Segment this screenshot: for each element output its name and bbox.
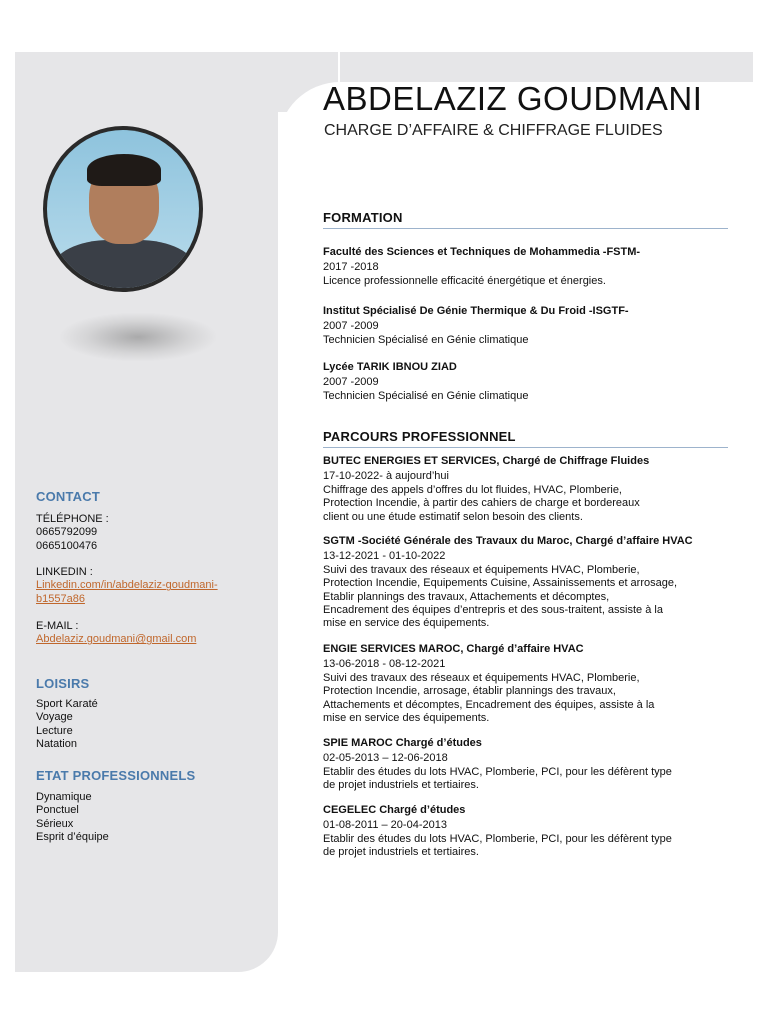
email-link[interactable]: Abdelaziz.goudmani@gmail.com — [36, 633, 197, 646]
job-dates: 13-06-2018 - 08-12-2021 — [323, 658, 446, 671]
list-item: Sport Karaté — [36, 698, 98, 710]
job-title: BUTEC ENERGIES ET SERVICES, Chargé de Chiffrage Fluides — [323, 455, 650, 467]
job-title: CEGELEC Chargé d’études — [323, 804, 466, 816]
job-line: Protection Incendie, arrosage, établir plannings des travaux, — [323, 685, 616, 698]
job-line: mise en service des équipements. — [323, 617, 490, 630]
contact-phone-block — [36, 513, 266, 553]
loisirs-list — [36, 698, 266, 752]
candidate-title: CHARGE D’AFFAIRE & CHIFFRAGE FLUIDES — [324, 122, 663, 139]
job-line: mise en service des équipements. — [323, 712, 490, 725]
job-entry — [323, 455, 733, 524]
phone-label: TÉLÉPHONE : — [36, 513, 109, 525]
phone-number-2: 0665100476 — [36, 539, 98, 552]
parcours-heading: PARCOURS PROFESSIONNEL — [323, 429, 728, 448]
job-line: Chiffrage des appels d’offres du lot fluides, HVAC, Plomberie, — [323, 483, 622, 496]
job-title: SPIE MAROC Chargé d’études — [323, 737, 482, 749]
formation-entry — [323, 305, 733, 347]
etat-list — [36, 791, 266, 845]
photo-shadow — [58, 312, 218, 362]
list-item: Esprit d’équipe — [36, 831, 109, 844]
job-line: Protection Incendie, à partir des cahiers de charge et bordereaux — [323, 497, 640, 510]
formation-heading: FORMATION — [323, 210, 728, 229]
job-line: client ou une étude estimatif selon besoin des clients. — [323, 510, 583, 523]
job-dates: 01-08-2011 – 20-04-2013 — [323, 819, 447, 832]
formation-school: Faculté des Sciences et Techniques de Mohammedia -FSTM- — [323, 246, 641, 258]
job-line: Protection Incendie, Equipements Cuisine, Assainissements et arrosage, — [323, 577, 678, 590]
etat-heading: ETAT PROFESSIONNELS — [36, 768, 196, 783]
formation-dates: 2007 -2009 — [323, 376, 379, 389]
formation-desc: Technicien Spécialisé en Génie climatique — [323, 389, 529, 402]
job-dates: 17-10-2022- à aujourd’hui — [323, 470, 449, 483]
job-line: Suivi des travaux des réseaux et équipements HVAC, Plomberie, — [323, 671, 640, 684]
job-line: Etablir des études du lots HVAC, Plomberie, PCI, pour les défèrent type — [323, 765, 672, 778]
linkedin-link-line-2[interactable]: b1557a86 — [36, 592, 85, 605]
formation-entry — [323, 361, 733, 403]
formation-desc: Licence professionnelle efficacité énergétique et énergies. — [323, 274, 606, 287]
job-entry — [323, 737, 733, 793]
job-title: SGTM -Société Générale des Travaux du Maroc, Chargé d’affaire HVAC — [323, 535, 693, 547]
loisirs-heading: LOISIRS — [36, 676, 90, 691]
job-title: ENGIE SERVICES MAROC, Chargé d’affaire HVAC — [323, 643, 584, 655]
job-entry — [323, 535, 733, 631]
list-item: Natation — [36, 738, 77, 751]
formation-dates: 2017 -2018 — [323, 261, 379, 274]
job-dates: 13-12-2021 - 01-10-2022 — [323, 550, 446, 563]
job-line: de projet industriels et tertiaires. — [323, 779, 479, 792]
list-item: Ponctuel — [36, 804, 79, 817]
header-band — [340, 52, 753, 82]
job-line: Suivi des travaux des réseaux et équipements HVAC, Plomberie, — [323, 563, 640, 576]
email-label: E-MAIL : — [36, 620, 79, 632]
job-line: Encadrement des équipes d’entrepris et des sous-traitent, assiste à la — [323, 604, 663, 617]
list-item: Dynamique — [36, 791, 92, 803]
job-line: Etablir des études du lots HVAC, Plomberie, PCI, pour les défèrent type — [323, 832, 672, 845]
formation-dates: 2007 -2009 — [323, 320, 379, 333]
list-item: Sérieux — [36, 817, 74, 830]
linkedin-label: LINKEDIN : — [36, 566, 93, 578]
formation-entry — [323, 246, 733, 288]
formation-school: Institut Spécialisé De Génie Thermique & Du Froid -ISGTF- — [323, 305, 629, 317]
job-line: Attachements et décomptes, Encadrement des équipes, assiste à la — [323, 698, 655, 711]
contact-email-block — [36, 620, 266, 647]
job-entry — [323, 643, 733, 725]
job-line: de projet industriels et tertiaires. — [323, 846, 479, 859]
list-item: Lecture — [36, 724, 73, 737]
job-entry — [323, 804, 733, 860]
job-dates: 02-05-2013 – 12-06-2018 — [323, 752, 448, 765]
candidate-name: ABDELAZIZ GOUDMANI — [323, 80, 703, 117]
list-item: Voyage — [36, 711, 73, 724]
profile-photo — [43, 126, 203, 292]
job-line: Etablir plannings des travaux, Attachements et décomptes, — [323, 590, 610, 603]
linkedin-link-line-1[interactable]: Linkedin.com/in/abdelaziz-goudmani- — [36, 579, 218, 592]
formation-school: Lycée TARIK IBNOU ZIAD — [323, 361, 457, 373]
formation-desc: Technicien Spécialisé en Génie climatique — [323, 333, 529, 346]
contact-linkedin-block — [36, 566, 266, 606]
phone-number-1: 0665792099 — [36, 526, 98, 539]
contact-heading: CONTACT — [36, 489, 100, 504]
